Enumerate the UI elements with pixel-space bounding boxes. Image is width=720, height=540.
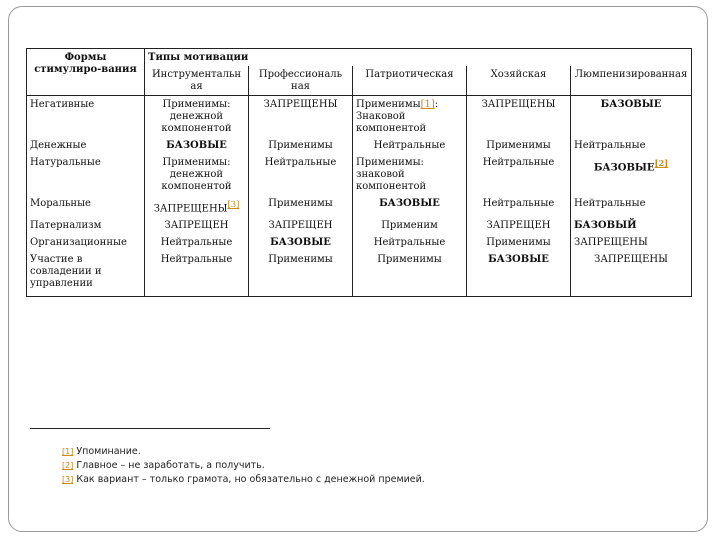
- footnote-3: [62, 473, 425, 487]
- table-cell: БАЗОВЫЕ: [249, 234, 353, 251]
- table-cell: ЗАПРЕЩЕНЫ: [249, 96, 353, 138]
- footnote-mark[interactable]: [3]: [62, 475, 74, 484]
- table-cell: [145, 195, 249, 217]
- cell-text: БАЗОВЫЕ: [593, 162, 655, 174]
- table-row: [27, 234, 692, 251]
- table-row: [27, 217, 692, 234]
- header-col-4: Хозяйская: [467, 66, 571, 96]
- table-cell: Нейтральные: [467, 195, 571, 217]
- table-cell: [571, 154, 692, 195]
- table-cell: Применимы: [353, 251, 467, 297]
- footnote-ref-2[interactable]: [2]: [654, 158, 669, 168]
- table-row: [27, 137, 692, 154]
- table-cell: ЗАПРЕЩЕНЫ: [467, 96, 571, 138]
- table-row: [27, 195, 692, 217]
- table-cell: Применимы: знаковой компонентой: [353, 154, 467, 195]
- header-row-1: [27, 49, 692, 67]
- table-row: [27, 154, 692, 195]
- footnotes: [62, 445, 425, 487]
- cell-text: ЗАПРЕЩЕНЫ: [153, 203, 228, 215]
- row-label: Организационные: [27, 234, 145, 251]
- table-cell: Нейтральные: [249, 154, 353, 195]
- row-label: Денежные: [27, 137, 145, 154]
- table-cell: [353, 96, 467, 138]
- footnote-mark[interactable]: [1]: [62, 447, 74, 456]
- footnote-mark[interactable]: [2]: [62, 461, 74, 470]
- table-cell: БАЗОВЫЕ: [467, 251, 571, 297]
- table-cell: Нейтральные: [145, 251, 249, 297]
- table-cell: Применимы: [467, 137, 571, 154]
- footnote-2: [62, 459, 425, 473]
- row-label: Натуральные: [27, 154, 145, 195]
- footnote-text: Главное – не заработать, а получить.: [73, 460, 265, 471]
- footnote-separator: [30, 428, 270, 429]
- table-cell: Нейтральные: [145, 234, 249, 251]
- header-col-2: Профессиональ ная: [249, 66, 353, 96]
- header-forms: Формы стимулиро-вания: [27, 49, 145, 96]
- table-cell: Применимы: денежной компонентой: [145, 96, 249, 138]
- table-cell: Нейтральные: [571, 195, 692, 217]
- table-cell: Нейтральные: [353, 137, 467, 154]
- table-cell: ЗАПРЕЩЕНЫ: [571, 234, 692, 251]
- header-types: Типы мотивации: [145, 49, 692, 67]
- table-cell: Нейтральные: [467, 154, 571, 195]
- table-cell: Применимы: [249, 195, 353, 217]
- header-col-3: Патриотическая: [353, 66, 467, 96]
- table-row: [27, 251, 692, 297]
- table-cell: БАЗОВЫЙ: [571, 217, 692, 234]
- table-cell: ЗАПРЕЩЕНЫ: [571, 251, 692, 297]
- table-cell: БАЗОВЫЕ: [145, 137, 249, 154]
- header-col-1: Инструментальн ая: [145, 66, 249, 96]
- table-cell: ЗАПРЕЩЕН: [467, 217, 571, 234]
- cell-text-suffix: : Знаковой компонентой: [356, 99, 439, 134]
- footnote-ref-1[interactable]: [1]: [420, 99, 435, 110]
- table-cell: БАЗОВЫЕ: [353, 195, 467, 217]
- table-cell: Нейтральные: [353, 234, 467, 251]
- table-cell: БАЗОВЫЕ: [571, 96, 692, 138]
- header-col-5: Люмпенизированная: [571, 66, 692, 96]
- motivation-table: [26, 48, 692, 297]
- footnote-text: Упоминание.: [73, 446, 141, 457]
- table-cell: Применимы: денежной компонентой: [145, 154, 249, 195]
- table-cell: Применимы: [467, 234, 571, 251]
- table-cell: Применим: [353, 217, 467, 234]
- table-cell: Применимы: [249, 137, 353, 154]
- table-cell: Нейтральные: [571, 137, 692, 154]
- row-label: Патернализм: [27, 217, 145, 234]
- footnote-ref-3[interactable]: [3]: [227, 199, 240, 209]
- row-label: Моральные: [27, 195, 145, 217]
- table-cell: ЗАПРЕЩЕН: [249, 217, 353, 234]
- footnote-text: Как вариант – только грамота, но обязательно с денежной премией.: [73, 474, 425, 485]
- table-row: [27, 96, 692, 138]
- cell-text: Применимы: [356, 99, 421, 110]
- table-cell: ЗАПРЕЩЕН: [145, 217, 249, 234]
- footnote-1: [62, 445, 425, 459]
- row-label: Участие в совладении и управлении: [27, 251, 145, 297]
- row-label: Негативные: [27, 96, 145, 138]
- table-cell: Применимы: [249, 251, 353, 297]
